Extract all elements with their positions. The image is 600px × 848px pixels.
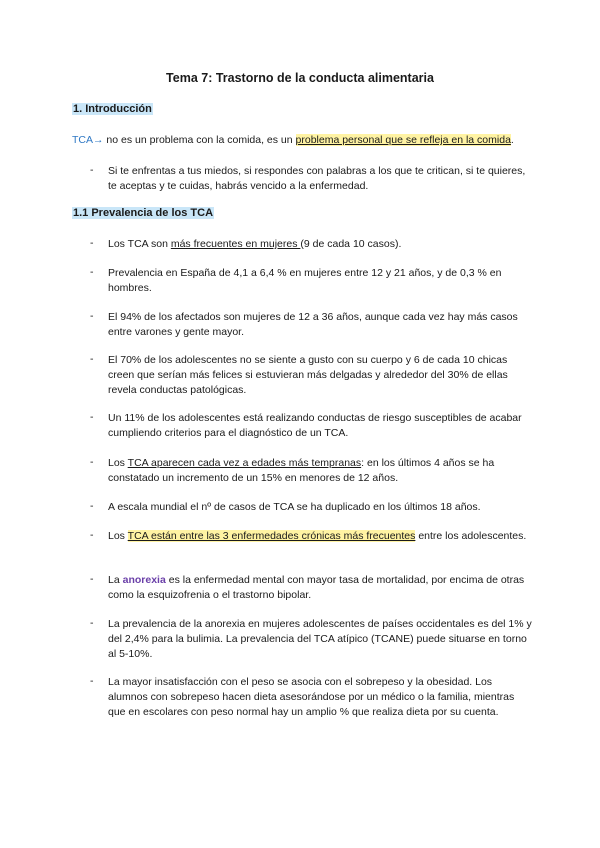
bullet-dash: -	[90, 456, 94, 468]
intro-text: no es un problema con la comida, es un	[103, 134, 296, 146]
bullet-text: Los TCA aparecen cada vez a edades más tempranas: en los últimos 4 años se ha constatado un incremento de un 15% en menores de 12 años.	[108, 457, 495, 484]
bullet-dash: -	[90, 617, 94, 629]
bullet-text: La mayor insatisfacción con el peso se asocia con el sobrepeso y la obesidad. Los alumnos con sobrepeso hacen dieta asesorándose por un médico o la familia, mientras que en escolares con peso normal hay un amplio % que realiza dieta por su cuenta.	[108, 676, 515, 718]
bullet-text: La prevalencia de la anorexia en mujeres adolescentes de países occidentales es del 1% y del 2,4% para la bulimia. La prevalencia del TCA atípico (TCANE) puede situarse en torno al 5-10%.	[108, 618, 532, 660]
bullet-dash: -	[90, 266, 94, 278]
bullet-dash: -	[90, 573, 94, 585]
bullet-dash: -	[90, 411, 94, 423]
intro-highlight: problema personal que se refleja en la comida	[295, 134, 511, 146]
bullet-dash: -	[90, 164, 94, 176]
page-title: Tema 7: Trastorno de la conducta alimentaria	[166, 71, 434, 85]
bullet-dash: -	[90, 529, 94, 541]
bullet-text: Si te enfrentas a tus miedos, si respondes con palabras a los que te critican, si te quieres, te aceptas y te cuidas, habrás vencido a la enfermedad.	[108, 165, 526, 192]
tca-term: TCA	[72, 134, 93, 146]
bullet-text: A escala mundial el nº de casos de TCA se ha duplicado en los últimos 18 años.	[108, 501, 481, 513]
bullet-dash: -	[90, 353, 94, 365]
bullet-text: Los TCA son más frecuentes en mujeres (9 de cada 10 casos).	[108, 238, 402, 250]
bullet-text: La anorexia es la enfermedad mental con mayor tasa de mortalidad, por encima de otras como la esquizofrenia o el trastorno bipolar.	[108, 574, 525, 601]
bullet-dash: -	[90, 675, 94, 687]
bullet-text: Los TCA están entre las 3 enfermedades crónicas más frecuentes entre los adolescentes.	[108, 530, 527, 542]
section-heading-introduccion: 1. Introducción	[73, 103, 152, 115]
arrow-icon: →	[93, 134, 104, 146]
section-heading-prevalencia: 1.1 Prevalencia de los TCA	[73, 207, 214, 219]
intro-paragraph	[72, 133, 528, 149]
bullet-text: El 94% de los afectados son mujeres de 12 a 36 años, aunque cada vez hay más casos entre varones y gente mayor.	[108, 311, 518, 338]
bullet-dash: -	[90, 237, 94, 249]
intro-end: .	[510, 134, 514, 146]
bullet-text: Prevalencia en España de 4,1 a 6,4 % en mujeres entre 12 y 21 años, y de 0,3 % en hombres.	[108, 267, 502, 294]
bullet-text: Un 11% de los adolescentes está realizando conductas de riesgo susceptibles de acabar cumpliendo criterios para el diagnóstico de un TCA.	[108, 412, 522, 439]
bullet-text: El 70% de los adolescentes no se siente a gusto con su cuerpo y 6 de cada 10 chicas creen que serían más felices si estuvieran más delgadas y alrededor del 30% de ellas revela conductas patológicas.	[108, 354, 508, 396]
bullet-dash: -	[90, 310, 94, 322]
bullet-dash: -	[90, 500, 94, 512]
